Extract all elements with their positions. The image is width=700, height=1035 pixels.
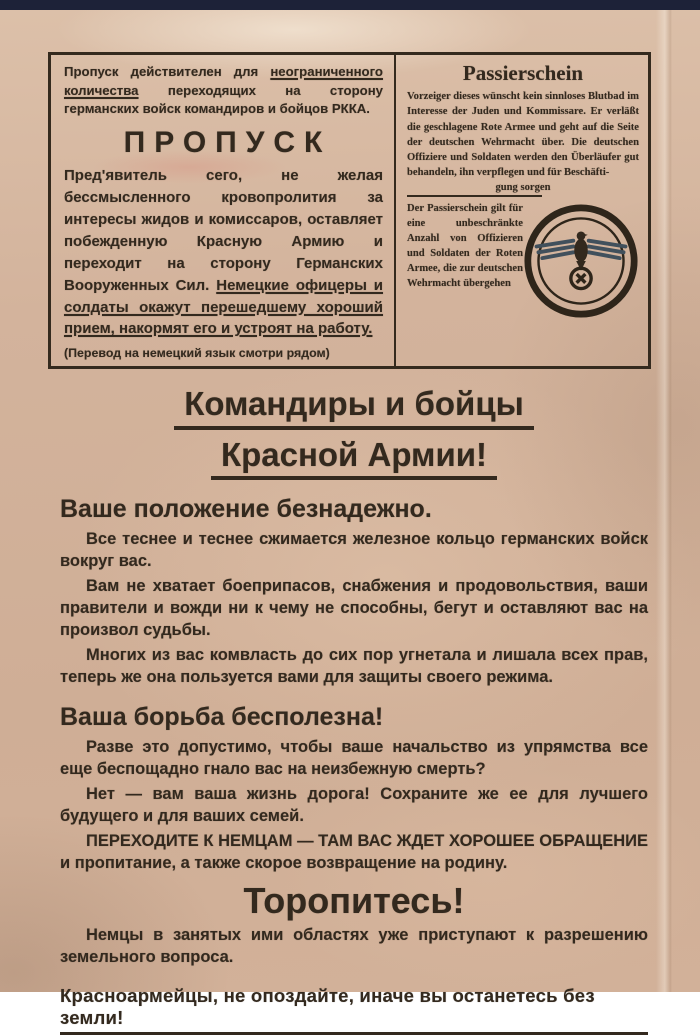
section-2-caps-paragraph: ПЕРЕХОДИТЕ К НЕМЦАМ — ТАМ ВАС ЖДЕТ ХОРОШЕЕ ОБРАЩЕНИЕ и пропитание, а также скорое возвращение на родину.	[60, 832, 648, 873]
pass-intro-text: Пропуск действителен для неограниченного количества переходящих на сторону германских войск командиров и бойцов РККА.	[64, 64, 383, 117]
headline-line-1: Командиры и бойцы	[174, 386, 534, 429]
pass-box	[48, 52, 651, 369]
pass-german-paragraph-2: Der Passierschein gilt für eine unbeschränkte Anzahl von Offizieren und Soldaten der Roten Armee, die zur deutschen Wehrmacht übergehen	[407, 202, 523, 289]
section-2-paragraph: Нет — вам ваша жизнь дорога! Сохраните же ее для лучшего будущего и для ваших семей.	[60, 785, 648, 826]
pass-title-russian: ПРОПУСК	[123, 126, 332, 160]
paper-crease	[656, 10, 672, 992]
pass-body-russian: Пред'явитель сего, не желая бессмысленного кровопролития за интересы жидов и комиссаров, оставляет побежденную Красную Армию и переходит на сторону Германских Вооруженных Сил. Немецкие офицеры и солдаты окажут перешедшему хороший прием, накормят его и устроят на работу.	[64, 167, 383, 338]
pass-german-paragraph-1-last-line: gung sorgen	[495, 181, 551, 193]
pass-title-german: Passierschein	[462, 61, 584, 85]
pass-box-russian-column	[51, 55, 396, 366]
section-1-paragraph: Вам не хватает боеприпасов, снабжения и продовольствия, ваши правители и вожди ни к чему не способны, бегут и оставляют вас на произвол судьбы.	[60, 576, 648, 639]
section-1-paragraph: Все теснее и теснее сжимается железное кольцо германских войск вокруг вас.	[60, 529, 648, 570]
section-2-heading: Ваша борьба бесполезна!	[60, 703, 384, 732]
leaflet-paper	[0, 10, 700, 1028]
pass-body-underlined: Немецкие офицеры и солдаты окажут перешедшему хороший прием, накормят его и устроят на работу.	[64, 276, 383, 338]
section-1-paragraph: Многих из вас комвласть до сих пор угнетала и лишала всех прав, теперь же она пользуется вами для защиты своего режима.	[60, 645, 648, 686]
headline	[60, 386, 648, 480]
pass-german-paragraph-1: Vorzeiger dieses wünscht kein sinnloses Blutbad im Interesse der Juden und Kommissare. Er verläßt die geschlagene Rote Armee und geht auf die Seite der deutschen Wehrmacht über. Die deutschen Offiziere und Soldaten werden den Überläufer gut behandeln, ihn verpflegen und für Beschäfti-	[407, 91, 639, 179]
german-column-divider	[407, 195, 542, 197]
section-3-paragraph: Немцы в занятых ими областях уже приступают к разрешению земельного вопроса.	[60, 926, 648, 967]
main-appeal	[0, 386, 700, 1035]
pass-intro-underlined: неограниченного количества	[64, 64, 383, 98]
pass-german-bottom-row	[407, 201, 639, 319]
headline-line-2: Красной Армии!	[211, 437, 497, 480]
pass-box-german-column	[396, 55, 648, 366]
pass-translation-note: (Перевод на немецкий язык смотри рядом)	[64, 346, 330, 361]
section-2-paragraph: Разве это допустимо, чтобы ваше начальство из упрямства все еще беспощадно гнало вас на неизбежную смерть?	[60, 738, 648, 779]
eagle-wreath-emblem-icon	[523, 201, 639, 319]
caps-lead: ПЕРЕХОДИТЕ К НЕМЦАМ — ТАМ ВАС ЖДЕТ ХОРОШЕЕ ОБРАЩЕНИЕ	[86, 832, 648, 851]
section-1-heading: Ваше положение безнадежно.	[60, 494, 432, 523]
footer-slogan: Красноармейцы, не опоздайте, иначе вы останетесь без земли!	[60, 985, 648, 1035]
section-3-heading: Торопитесь!	[243, 880, 465, 922]
